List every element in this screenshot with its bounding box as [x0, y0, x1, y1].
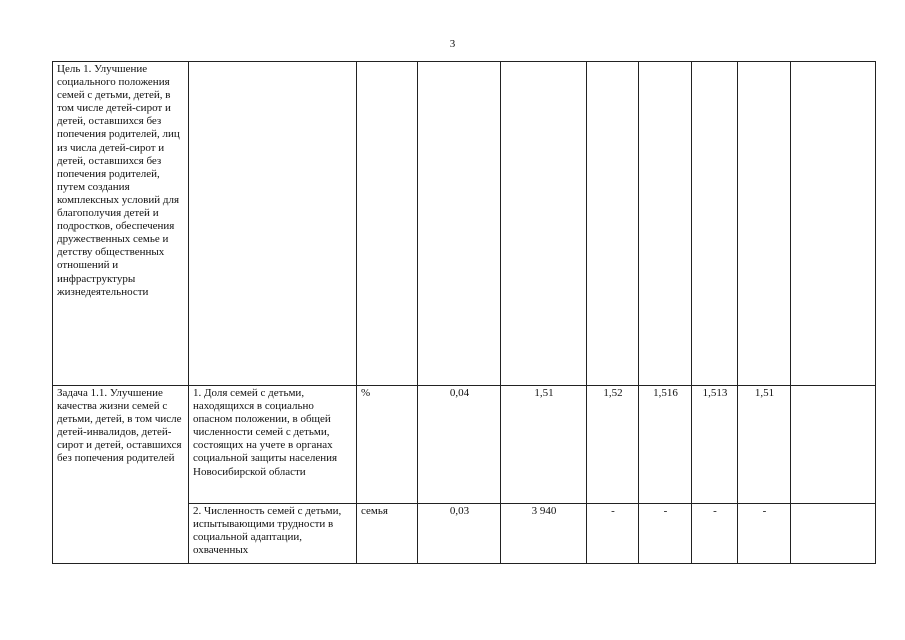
- indicator-weight: 0,03: [418, 504, 501, 564]
- indicator-base-value: 3 940: [501, 504, 587, 564]
- indicator-name: 1. Доля семей с детьми, находящихся в социально опасном положении, в общей численности семей с детьми, состоящих на учете в органах социальной защиты населения Новосибирской области: [189, 386, 357, 504]
- indicator-value-4: -: [738, 504, 791, 564]
- indicator-weight: 0,04: [418, 386, 501, 504]
- empty-cell: [738, 62, 791, 386]
- indicator-unit: %: [357, 386, 418, 504]
- indicator-value-1: -: [587, 504, 639, 564]
- indicator-name: [189, 504, 357, 564]
- indicator-value-1: 1,52: [587, 386, 639, 504]
- empty-cell: [639, 62, 692, 386]
- empty-cell: [418, 62, 501, 386]
- indicator-value-5: [791, 504, 876, 564]
- empty-cell: [791, 62, 876, 386]
- indicator-value-2: -: [639, 504, 692, 564]
- empty-cell: [587, 62, 639, 386]
- indicator-row-1: [53, 386, 876, 504]
- indicator-value-2: 1,516: [639, 386, 692, 504]
- empty-cell: [692, 62, 738, 386]
- task-text: Задача 1.1. Улучшение качества жизни семей с детьми, детей, в том числе детей-инвалидов, детей-сирот и детей, оставшихся без попечения родителей: [53, 386, 189, 564]
- indicator-name-text: 2. Численность семей с детьми, испытывающими трудности в социальной адаптации, охваченных: [193, 505, 342, 557]
- goal-row: [53, 62, 876, 386]
- indicators-table: [52, 61, 876, 564]
- empty-cell: [189, 62, 357, 386]
- goal-text: Цель 1. Улучшение социального положения семей с детьми, детей, в том числе детей-сирот и детей, оставшихся без попечения родителей, лиц из числа детей-сирот и детей, оставшихся без попечения родителей, путем создания комплексных условий для благополучия детей и подростков, обеспечения дружественных семье и детству общественных отношений и инфраструктуры жизнедеятельности: [53, 62, 189, 386]
- indicator-unit: семья: [357, 504, 418, 564]
- indicator-value-3: 1,513: [692, 386, 738, 504]
- indicator-value-3: -: [692, 504, 738, 564]
- empty-cell: [501, 62, 587, 386]
- indicator-value-4: 1,51: [738, 386, 791, 504]
- page-number: 3: [449, 38, 456, 50]
- empty-cell: [357, 62, 418, 386]
- indicator-value-5: [791, 386, 876, 504]
- indicator-base-value: 1,51: [501, 386, 587, 504]
